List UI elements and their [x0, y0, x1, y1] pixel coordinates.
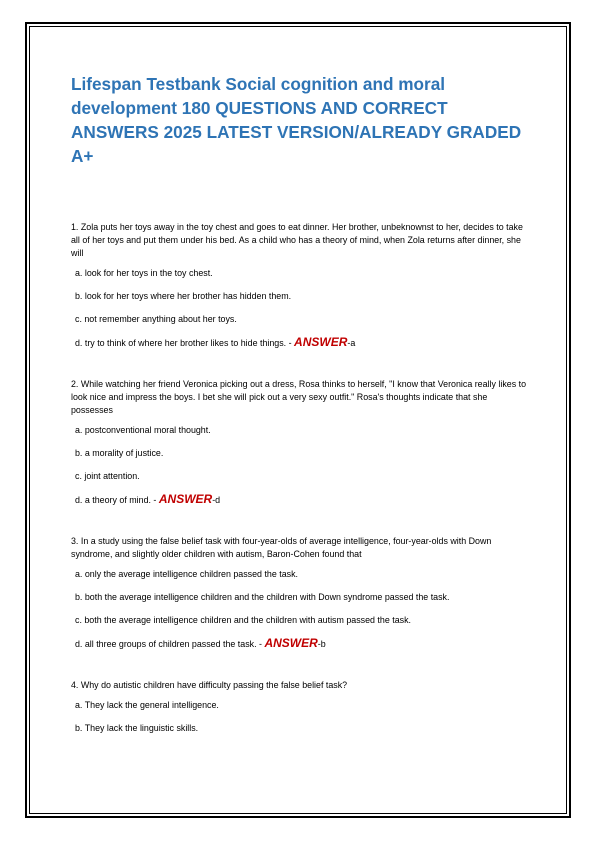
option-a: a. look for her toys in the toy chest. — [75, 268, 213, 278]
option-d — [75, 336, 531, 349]
answer-label: ANSWER — [264, 636, 318, 650]
option-a: a. They lack the general intelligence. — [75, 700, 219, 710]
option-d — [75, 493, 531, 506]
question-stem: 2. While watching her friend Veronica picking out a dress, Rosa thinks to herself, "I know that Veronica really likes to look nice and impress the boys. I bet she will pick out a very sexy outfit." Rosa's thoughts indicate that she possesses — [71, 379, 527, 415]
option-d-text: d. a theory of mind. - — [75, 495, 157, 505]
option-d-text: d. try to think of where her brother likes to hide things. - — [75, 338, 292, 348]
answer-value: -a — [347, 338, 356, 348]
question-stem: 1. Zola puts her toys away in the toy chest and goes to eat dinner. Her brother, unbeknownst to her, decides to take all of her toys and put them under his bed. As a child who has a theory of mind, when Zola returns after dinner, she will — [71, 222, 523, 258]
option-b: b. both the average intelligence children and the children with Down syndrome passed the task. — [75, 592, 450, 602]
questions-list — [71, 221, 531, 763]
question-stem: 4. Why do autistic children have difficulty passing the false belief task? — [71, 680, 348, 690]
question-1 — [71, 221, 531, 349]
answer-label: ANSWER — [158, 492, 213, 506]
option-c: c. both the average intelligence children and the children with autism passed the task. — [75, 615, 411, 625]
answer-label: ANSWER — [294, 335, 348, 349]
option-d-text: d. all three groups of children passed the task. - — [75, 639, 262, 649]
option-b: b. They lack the linguistic skills. — [75, 723, 199, 733]
option-b: b. a morality of justice. — [75, 448, 164, 458]
option-d — [75, 637, 531, 650]
question-4 — [71, 679, 531, 734]
option-c: c. not remember anything about her toys. — [75, 314, 237, 324]
answer-value: -b — [317, 639, 326, 649]
option-a: a. only the average intelligence children passed the task. — [75, 569, 299, 579]
option-a: a. postconventional moral thought. — [75, 425, 211, 435]
question-2 — [71, 378, 531, 506]
document-title: Lifespan Testbank Social cognition and moral development 180 QUESTIONS AND CORRECT ANSWERS 2025 LATEST VERSION/ALREADY GRADED A+ — [71, 74, 522, 166]
question-3 — [71, 535, 531, 650]
option-b: b. look for her toys where her brother has hidden them. — [75, 291, 292, 301]
answer-value: -d — [212, 495, 221, 505]
option-c: c. joint attention. — [75, 471, 140, 481]
question-stem: 3. In a study using the false belief task with four-year-olds of average intelligence, four-year-olds with Down syndrome, and slightly older children with autism, Baron-Cohen found that — [71, 536, 492, 559]
